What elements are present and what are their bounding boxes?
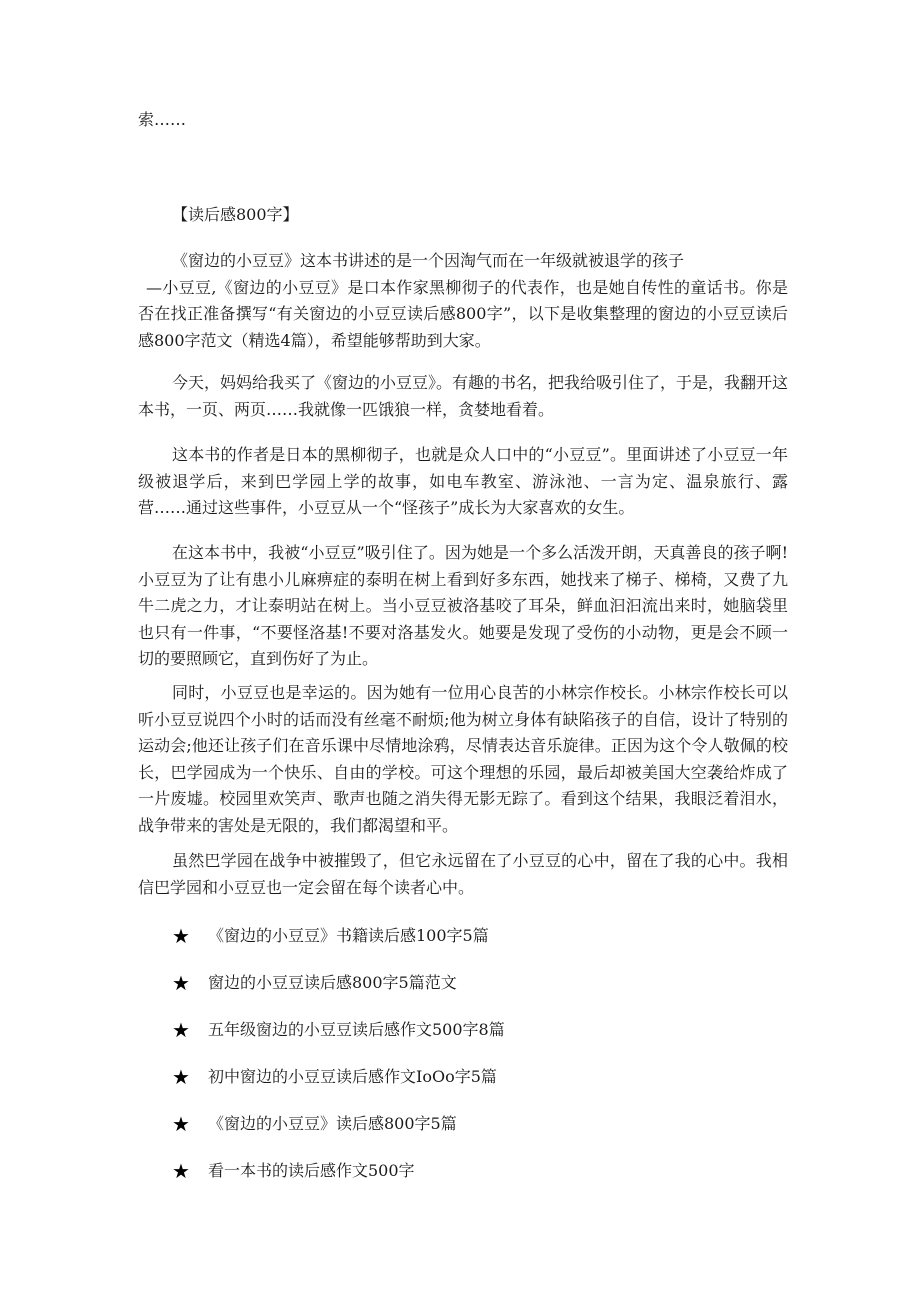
related-link-item[interactable] <box>172 1147 505 1194</box>
intro-first-line: 《窗边的小豆豆》这本书讲述的是一个因淘气而在一年级就被退学的孩子 <box>172 251 685 270</box>
paragraph-5 <box>138 848 788 901</box>
related-link-item[interactable] <box>172 1006 505 1053</box>
paragraph-2 <box>138 442 788 522</box>
paragraph-text: 在这本书中，我被“小豆豆”吸引住了。因为她是一个多么活泼开朗，天真善良的孩子啊!小豆豆为了让有患小儿麻痹症的泰明在树上看到好多东西，她找来了梯子、梯椅，又费了九牛二虎之力，才让泰明站在树上。当小豆豆被洛基咬了耳朵，鲜血汩汩流出来时，她脑袋里也只有一件事，“不要怪洛基!不要对洛基发火。她要是发现了受伤的小动物，更是会不顾一切的要照顾它，直到伤好了为止。 <box>138 543 788 668</box>
star-icon: ★ <box>172 970 190 995</box>
related-link-label[interactable]: 初中窗边的小豆豆读后感作文IoOo字5篇 <box>208 1066 497 1086</box>
star-icon: ★ <box>172 1111 190 1136</box>
paragraph-4 <box>138 680 788 839</box>
star-icon: ★ <box>172 1064 190 1089</box>
related-link-label[interactable]: 看一本书的读后感作文500字 <box>208 1160 415 1180</box>
related-links-list <box>172 912 505 1194</box>
related-link-label[interactable]: 《窗边的小豆豆》书籍读后感100字5篇 <box>208 925 489 945</box>
star-icon: ★ <box>172 923 190 948</box>
paragraph-text: 虽然巴学园在战争中被摧毁了，但它永远留在了小豆豆的心中，留在了我的心中。我相信巴学园和小豆豆也一定会留在每个读者心中。 <box>138 851 788 897</box>
related-link-item[interactable] <box>172 1100 505 1147</box>
paragraph-1 <box>138 370 788 423</box>
star-icon: ★ <box>172 1017 190 1042</box>
paragraph-text: 同时，小豆豆也是幸运的。因为她有一位用心良苦的小林宗作校长。小林宗作校长可以听小豆豆说四个小时的话而没有丝毫不耐烦;他为树立身体有缺陷孩子的自信，设计了特别的运动会;他还让孩子们在音乐课中尽情地涂鸦，尽情表达音乐旋律。正因为这个令人敬佩的校长，巴学园成为一个快乐、自由的学校。可这个理想的乐园，最后却被美国大空袭给炸成了一片废墟。校园里欢笑声、歌声也随之消失得无影无踪了。看到这个结果，我眼泛着泪水，战争带来的害处是无限的，我们都渴望和平。 <box>138 683 788 835</box>
related-link-item[interactable] <box>172 1053 505 1100</box>
related-link-item[interactable] <box>172 912 505 959</box>
related-link-label[interactable]: 窗边的小豆豆读后感800字5篇范文 <box>208 972 457 992</box>
star-icon: ★ <box>172 1158 190 1183</box>
paragraph-text: 这本书的作者是日本的黑柳彻子，也就是众人口中的“小豆豆”。里面讲述了小豆豆一年级被退学后，来到巴学园上学的故事，如电车教室、游泳池、一言为定、温泉旅行、露营……通过这些事件，小豆豆从一个“怪孩子”成长为大家喜欢的女生。 <box>138 445 788 517</box>
top-fragment: 索…… <box>138 110 187 129</box>
paragraph-text: 今天，妈妈给我买了《窗边的小豆豆》。有趣的书名，把我给吸引住了，于是，我翻开这本书，一页、两页……我就像一匹饿狼一样，贪婪地看着。 <box>138 373 789 419</box>
related-link-label[interactable]: 《窗边的小豆豆》读后感800字5篇 <box>208 1113 457 1133</box>
intro-paragraph <box>138 248 788 354</box>
intro-rest: —小豆豆,《窗边的小豆豆》是口本作家黑柳彻子的代表作，也是她自传性的童话书。你是否在找正准备撰写“有关窗边的小豆豆读后感800字”，以下是收集整理的窗边的小豆豆读后感800字范文（精选4篇），希望能够帮助到大家。 <box>138 277 788 350</box>
related-link-item[interactable] <box>172 959 505 1006</box>
related-link-label[interactable]: 五年级窗边的小豆豆读后感作文500字8篇 <box>208 1019 505 1039</box>
paragraph-3 <box>138 540 788 673</box>
section-heading: 【读后感800字】 <box>172 205 299 224</box>
